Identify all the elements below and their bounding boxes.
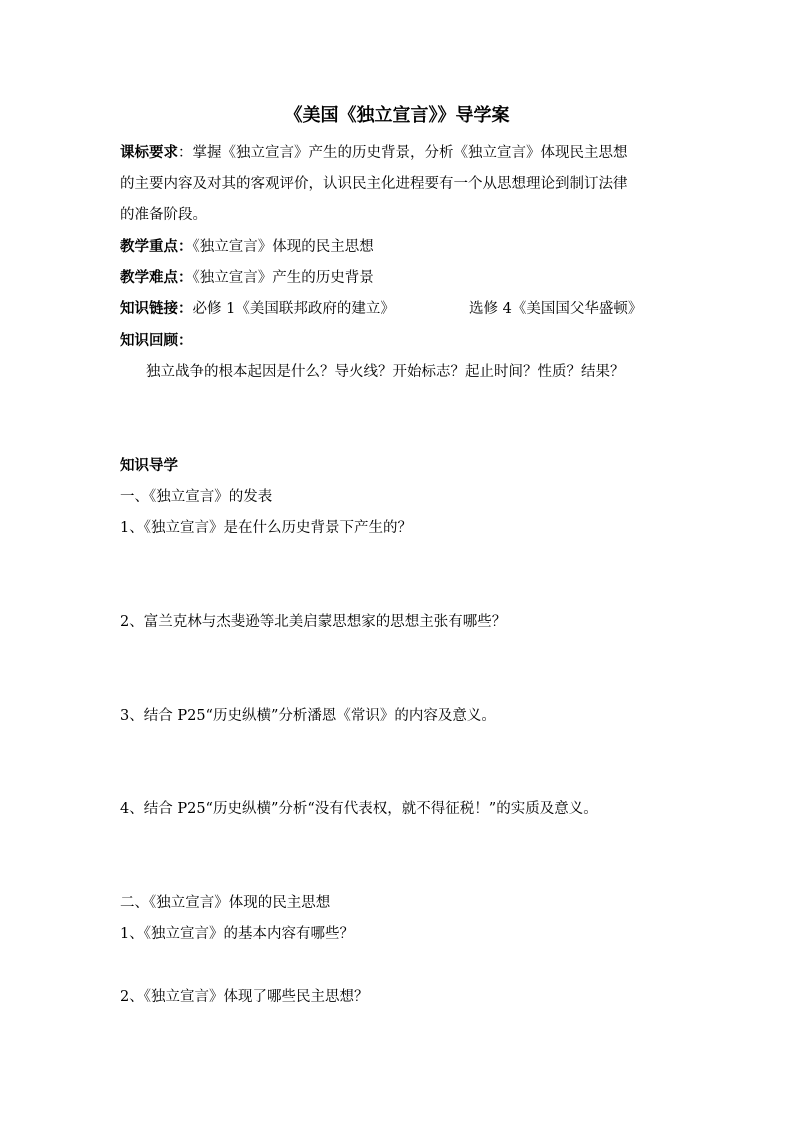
knowledge-links-label: 知识链接： <box>120 300 193 317</box>
key-point-label: 教学重点： <box>120 238 193 255</box>
difficulty-text: 《独立宣言》产生的历史背景 <box>192 270 374 286</box>
key-point-line <box>120 237 374 257</box>
section-1-question-2: 2、富兰克林与杰斐逊等北美启蒙思想家的思想主张有哪些？ <box>120 614 507 630</box>
knowledge-links-line <box>120 299 395 319</box>
section-1-question-4: 4、结合 P25“历史纵横”分析“没有代表权，就不得征税！”的实质及意义。 <box>120 801 598 817</box>
section-1-question-1: 1、《独立宣言》是在什么历史背景下产生的？ <box>120 520 412 536</box>
key-point-text: 《独立宣言》体现的民主思想 <box>192 239 374 255</box>
knowledge-link-elective: 选修 4《美国国父华盛顿》 <box>469 301 643 317</box>
curriculum-requirement-label: 课标要求 <box>120 144 178 161</box>
knowledge-link-required: 必修 1《美国联邦政府的建立》 <box>192 301 395 317</box>
section-1-heading: 一、《独立宣言》的发表 <box>120 489 273 505</box>
section-1-question-3: 3、结合 P25“历史纵横”分析潘恩《常识》的内容及意义。 <box>120 708 496 724</box>
knowledge-review-label: 知识回顾： <box>120 332 193 349</box>
difficulty-label: 教学难点： <box>120 269 193 286</box>
section-2-heading: 二、《独立宣言》体现的民主思想 <box>120 895 331 911</box>
curriculum-requirement-line-2: 的主要内容及对其的客观评价，认识民主化进程要有一个从思想理论到制订法律 <box>120 176 628 192</box>
section-2-question-2: 2、《独立宣言》体现了哪些民主思想？ <box>120 989 369 1005</box>
section-2-question-1: 1、《独立宣言》的基本内容有哪些？ <box>120 926 354 942</box>
knowledge-review-question: 独立战争的根本起因是什么？导火线？开始标志？起止时间？性质？结果？ <box>146 364 625 380</box>
difficulty-line <box>120 268 374 288</box>
curriculum-requirement-line-1 <box>120 143 628 163</box>
curriculum-requirement-text-1: ：掌握《独立宣言》产生的历史背景，分析《独立宣言》体现民主思想 <box>178 145 628 161</box>
knowledge-guide-label: 知识导学 <box>120 457 178 474</box>
document-title: 《美国《独立宣言》》导学案 <box>284 105 510 126</box>
curriculum-requirement-line-3: 的准备阶段。 <box>120 207 207 223</box>
